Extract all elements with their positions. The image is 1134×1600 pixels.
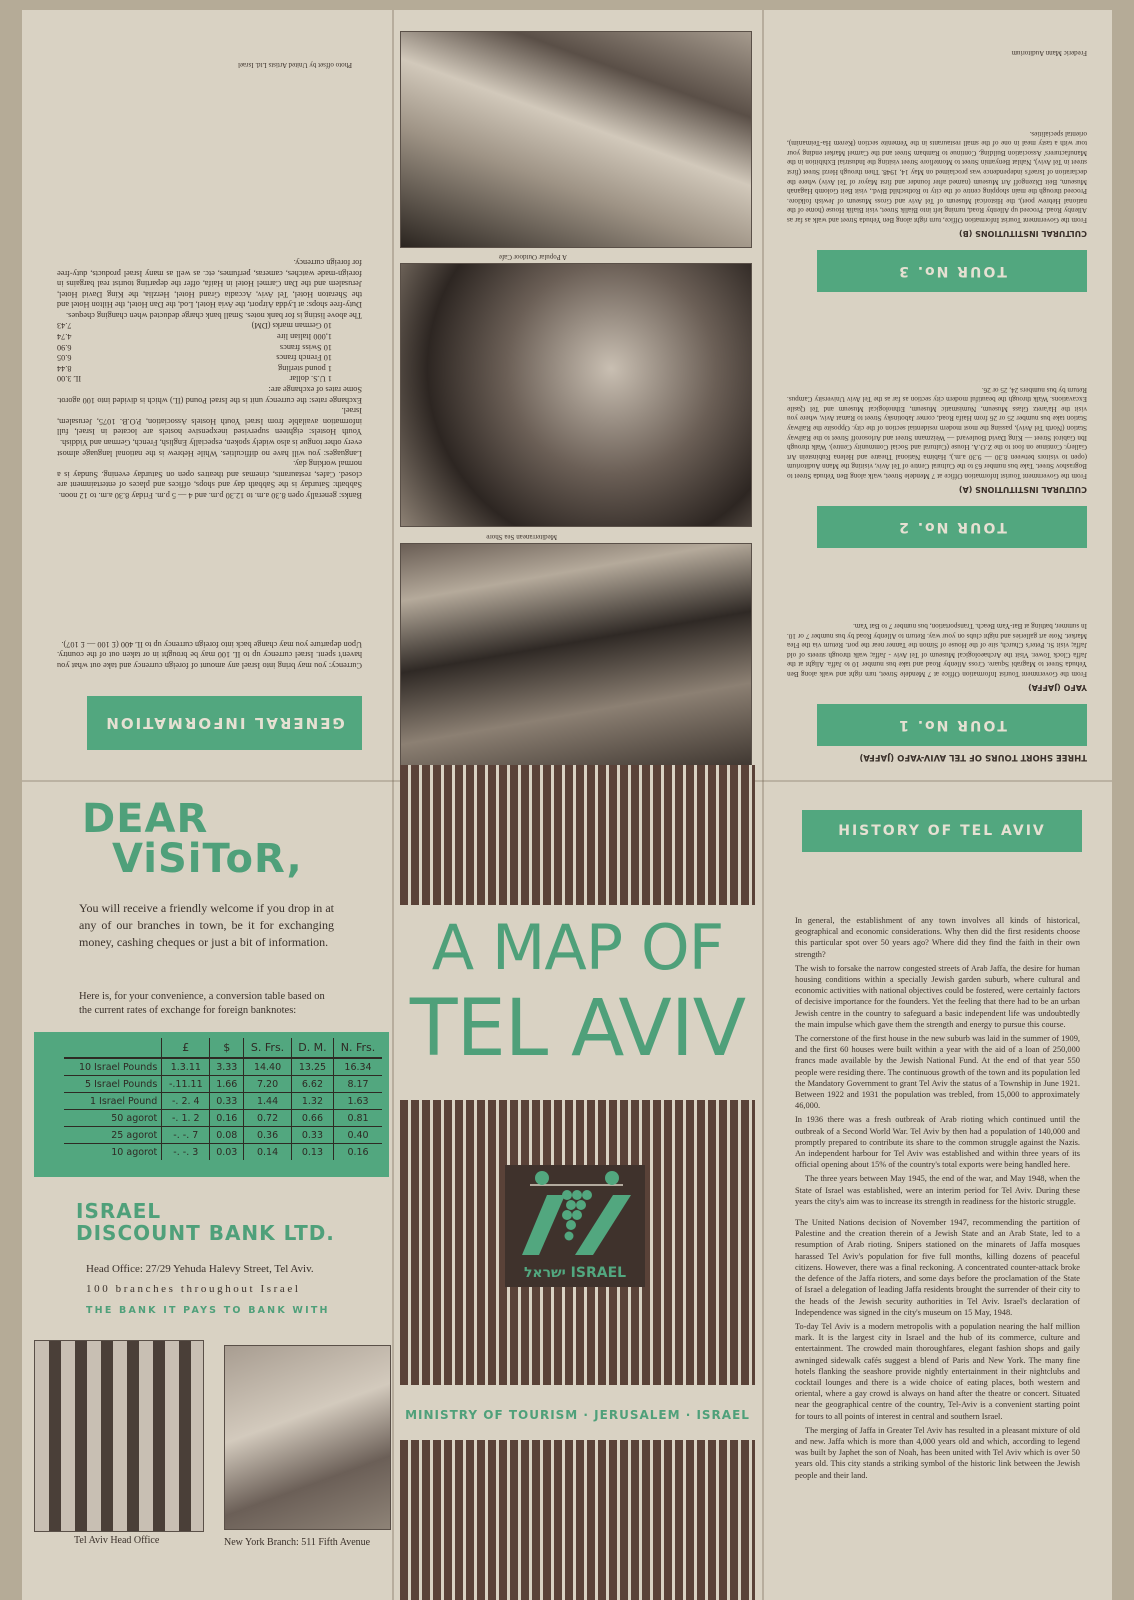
logo-wordmark: ישראל ISRAEL <box>523 1265 627 1281</box>
tours-panel <box>767 30 1107 770</box>
history-paragraph: The wish to forsake the narrow congested streets of Arab Jaffa, the desire for human housing conditions within a specially Jewish garden suburb, where cultural and economic activities with national objectives could be fostered, were certainly factors of decisive importance for the founders. Yet the feeling that there had to be an urban Jewish centre in the country to safeguard a basic independent life was undoubtedly the main impulse which gave them the strength and energy to pursue this course. <box>795 963 1080 1029</box>
tour-3-text: From the Government Tourist Information Office, turn right along Ben Yehuda Street and walk as far as Allenby Road. Proceed up Allenby Road, turning left into Bialik Street, visit Bialik House (home of the national Hebrew poet), the Historical Museum of Tel Aviv and Gross Museum of Jewish folklore. Proceed through the main shopping centre of the city to Rothschild Blvd., visit Beit Golomb Haganah Museum, Beit Dizengoff Art Museum (named after founder and first Mayor of Tel Aviv) where the declaration of Israel's independence was proclaimed on May 14, 1948. Then through Herzl Street (first street in Tel Aviv), Nahlat Benyamin Street to Montefiore Street visiting the Industrial Exhibition in the Manufacturers' Association Building. Continue to Rambam Street and the Carmel Market ending your tour with a tasty meal in one of the small restaurants in the Yemenite section (Kerem Ha-Teimanim), oriental specialities. <box>787 129 1087 224</box>
photo-mann-auditorium <box>400 31 752 248</box>
currency-info: Currency: you may bring into Israel any amount of foreign currency and take out what you haven't spent. Israel currency up to IL 100 may be brought in or taken out of the country. Upon departure you may change back into foreign currency up to IL 400 (£ 100 — £ 107). <box>57 639 362 670</box>
exchange-row: 10 German marks (DM) 7.43 <box>57 321 332 331</box>
history-paragraph: The United Nations decision of November 1947, recommending the partition of Palestine and the creation therein of a Jewish State and an Arab State, led to a resumption of Arab rioting. Snipers stationed on the minarets of Jaffa mosques harassed Tel Aviv's population for five full months, killing dozens of peaceful citizens. However, there was a final reckoning. A concentrated counter-attack broke the defence of the Jaffa rioters, and some days before the proclamation of the State of Israel a delegation of leading Jaffa residents brought the surrender of their city to the heads of the Jewish security authorities in Tel Aviv. Israel's declaration of Independence was signed in the city's museum on 15 May, 1948. <box>795 1218 1080 1317</box>
history-paragraph: In 1936 there was a fresh outbreak of Arab rioting which continued until the outbreak of a Second World War. Tel Aviv by then had a population of 140,000 and promptly prepared to contribute its share to the common struggle against the Nazis. An independent harbour for Tel Aviv was established and within three years of its official opening about 15% of the country's total exports were being handled here. <box>795 1115 1080 1170</box>
bank-name: ISRAEL DISCOUNT BANK LTD. <box>76 1199 335 1245</box>
tours-intro: THREE SHORT TOURS OF TEL AVIV-YAFO (JAFFA) <box>859 752 1087 762</box>
grape-cluster-spies-icon <box>505 1165 645 1263</box>
history-paragraph: The three years between May 1945, the end of the war, and May 1948, when the State of Israel was established, were an interim period for Tel Aviv. During these years the city's aim was to increase its strength in readiness for the historic struggle. <box>795 1174 1080 1206</box>
tour-2-subtitle: CULTURAL INSTITUTIONS (A) <box>958 485 1087 494</box>
info-item: Youth Hostels: eighteen supervised inexpensive hostels are located in Israel, full information available from Israel Youth Hostels Association, P.O.B. 1075, Jerusalem, Israel. <box>57 406 362 437</box>
stripe-band-bottom <box>400 1440 755 1600</box>
duty-free-info: Duty-free shops: at Lydda Airport, the Avia Hotel, Lod, the Dan Hotel, the Hilton Hotel and the Sheraton Hotel, Tel Aviv, Accadia Grand Hotel, Herzlia, the King David Hotel, Jerusalem and the Dan Carmel Hotel in Haifa, offer the departing tourist real bargains in foreign-made watches, cameras, perfumes, etc. as well as many Israel products, duty-free for foreign currency. <box>57 257 362 310</box>
photo-outdoor-cafe <box>400 263 752 527</box>
exchange-row: 1 pound sterling 8.44 <box>57 363 332 373</box>
tour-3-band: TOUR No. 3 <box>817 250 1087 292</box>
israel-tourism-logo <box>505 1165 645 1287</box>
info-item: Languages: you will have no difficulties. While Hebrew is the national language almost every other tongue is also widely spoken, especially English, French, German and Yiddish. <box>57 438 362 458</box>
bank-ad-panel <box>34 785 394 1600</box>
tour-1-text: From the Government Tourist Information Office at 7 Mendele Street, turn right and walk along Ben Yehuda Street to Magrabi Square. Cross Allenby Road and take bus number 10 to Jaffa. Alight at the Jaffa Clock Tower. Visit the Archaeological Museum of Tel Aviv - Jaffa; walk through streets of old Jaffa; visit St. Peter's Church, site of the House of Simon the Tanner near the port. Return via the Flea Market. Note art galleries and night clubs on your way. Return to Allenby Road by bus number 7 or 10. In summer, bathing at Bat-Yam Beach. Transportation, bus number 7 to Bat Yam. <box>787 622 1087 678</box>
photo-caption: Mediterranean Sea Shore <box>486 533 557 541</box>
table-row: 1 Israel Pound -. 2. 4 0.33 1.44 1.32 1.63 <box>64 1093 382 1110</box>
table-row: 5 Israel Pounds -.11.11 1.66 7.20 6.62 8.17 <box>64 1076 382 1093</box>
exchange-row: 10 Swiss francs 6.90 <box>57 342 332 352</box>
photo-caption: New York Branch: 511 Fifth Avenue <box>224 1537 371 1548</box>
stripe-band-top <box>400 765 755 905</box>
history-heading: HISTORY OF TEL AVIV <box>802 810 1082 852</box>
exchange-row: 10 French francs 6.05 <box>57 353 332 363</box>
photos-panel <box>397 25 757 775</box>
fold-line-right <box>762 10 764 1600</box>
cover-panel <box>395 765 760 1600</box>
photo-new-york-branch <box>224 1345 391 1530</box>
tour-2-text: From the Government Tourist Information Office at 7 Mendele Street, walk along Ben Yehuda Street to Bograshov Street. Take bus number 63 to the Cultural Centre of Tel Aviv, visiting the Mann Auditorium (open to visitors between 8.30 — 9.30 a.m.), Habima National Theatre and Helena Rubinstein Art Gallery. Continue on foot to the Z.O.A. House (Cultural and Social Community Centre). Walk through Ibn Gabirol Street — King David Boulevard — Weizmann Street and Arlosoroff Street to the Railway Station (North Tel Aviv), passing the most modern residential section of the city. Opposite the Railway Station take bus number 25 or 26 from Haifa Road, corner Jabotinsky Street to Ramat Aviv, where you visit the Ha'aretz Glass Museum, Numismatic Museum, Ethnological Museum and Tel Qasile Excavations. Walk through the beautiful modern city section as far as the Tel Aviv University Campus. Return by bus numbers 24, 25 or 26. <box>787 385 1087 480</box>
history-panel <box>767 785 1112 1600</box>
exchange-note: The above listing is for bank notes. Small bank charge deducted when changing cheques. <box>66 310 362 320</box>
general-information-panel <box>52 30 372 760</box>
branches-text: 100 branches throughout Israel <box>86 1283 301 1295</box>
history-paragraph: In general, the establishment of any town involves all kinds of historical, geographical and economic considerations. Why then did the first residents choose this particular spot over 50 years ago? Where did they find the faith in their own strength? <box>795 916 1080 959</box>
ministry-of-tourism: MINISTRY OF TOURISM · JERUSALEM · ISRAEL <box>405 1408 750 1422</box>
history-paragraph: The cornerstone of the first house in the new suburb was laid in the summer of 1909, and the first 60 houses were built within a year with the aid of a loan of 250,000 francs made available by the Jewish National Fund. At the end of that year 550 people were residing there. The continuous growth of the town and its population led the Mandatory Government to grant Tel Aviv the status of a Township in June 1921. Between 1922 and 1931 the population was trebled, from 15,000 to approximately 46,000. <box>795 1034 1080 1111</box>
info-item: Banks: generally open 8.30 a.m. to 12.30 p.m. and 4 — 5 p.m. Friday 8.30 a.m. to 12 noon. <box>58 491 362 500</box>
table-row: 25 agorot -. -. 7 0.08 0.36 0.33 0.40 <box>64 1127 382 1144</box>
exchange-row: 1 U.S. dollar IL 3.00 <box>57 374 332 384</box>
bank-slogan: THE BANK IT PAYS TO BANK WITH <box>86 1305 330 1316</box>
history-paragraph: The merging of Jaffa in Greater Tel Aviv has resulted in a pleasant mixture of old and new. Jaffa which is more than 4,000 years old and which, according to legend was built by Japhet the son of Noah, has been united with Tel Aviv which is over 50 years old. This city stands a striking symbol of the historic link between the Jewish people and their land. <box>795 1425 1080 1480</box>
dear-visitor-heading: DEAR ViSiToR, <box>82 796 303 882</box>
exchange-row: 1,000 Italian lire 4.74 <box>57 332 332 342</box>
table-row: 10 agorot -. -. 3 0.03 0.14 0.13 0.16 <box>64 1144 382 1161</box>
photo-caption: A Popular Outdoor Cafe <box>498 253 567 261</box>
tour-1-band: TOUR No. 1 <box>817 704 1087 746</box>
cover-title-line1: A MAP OF <box>431 911 724 984</box>
print-credit: Photo offset by United Artists Ltd. Israel <box>238 61 352 69</box>
exchange-list <box>57 320 362 384</box>
tour-1-subtitle: YAFO (JAFFA) <box>1028 683 1087 692</box>
photo-caption: Tel Aviv Head Office <box>74 1535 160 1546</box>
cover-title <box>395 910 760 1072</box>
general-info-list <box>57 256 362 500</box>
photo-caption: Frederic Mann Auditorium <box>1011 49 1087 57</box>
table-row: 10 Israel Pounds 1.3.11 3.33 14.40 13.25 16.34 <box>64 1058 382 1076</box>
general-information-heading: GENERAL INFORMATION <box>87 696 362 750</box>
history-paragraph: To-day Tel Aviv is a modern metropolis with a population nearing the half million mark. It is the largest city in Israel and the hub of its commerce, culture and entertainment. The crowded main thoroughfares, elegant fashion shops and gaily awninged sidewalk cafés suggest a blend of Paris and New York. The many fine hotels flanking the seashore provide nightly entertainment in their nightclubs and cocktail lounges and there is a wide choice of eating places, both western and oriental, where a gay crowd is always on hand after the theatre or concert. Situated near the geographical centre of the country, Tel-Aviv is a convenient starting point for tours to all points of interest in central and southern Israel. <box>795 1321 1080 1421</box>
rates-table-box <box>34 1032 389 1177</box>
photo-tel-aviv-head-office <box>34 1340 204 1532</box>
welcome-text: You will receive a friendly welcome if you drop in at any of our branches in town, be it for exchanging money, cashing cheques or just a bit of information. <box>79 901 334 949</box>
head-office-address: Head Office: 27/29 Yehuda Halevy Street, Tel Aviv. <box>86 1263 314 1275</box>
tour-2-band: TOUR No. 2 <box>817 506 1087 548</box>
info-item: Exchange rates: the currency unit is the Israel Pound (IL) which is divided into 100 agorot. Some rates of exchange are: <box>57 385 362 405</box>
table-intro: Here is, for your convenience, a conversion table based on the current rates of exchange for foreign banknotes: <box>79 991 325 1016</box>
brochure-sheet <box>22 10 1112 1600</box>
history-text <box>795 915 1080 1484</box>
photo-sea-shore <box>400 543 752 770</box>
exchange-rates-table <box>64 1038 382 1160</box>
tour-3-subtitle: CULTURAL INSTITUTIONS (B) <box>958 229 1087 238</box>
rates-header-row: £ $ S. Frs. D. M. N. Frs. <box>64 1038 382 1058</box>
info-item: Sabbath: Saturday is the Sabbath day and shops, offices and places of entertainment are closed. Cafes, restaurants, cinemas and theatres open on Saturday evening. Sunday is a normal working day. <box>57 459 362 490</box>
cover-title-line2: TEL AVIV <box>409 984 746 1074</box>
table-row: 50 agorot -. 1. 2 0.16 0.72 0.66 0.81 <box>64 1110 382 1127</box>
